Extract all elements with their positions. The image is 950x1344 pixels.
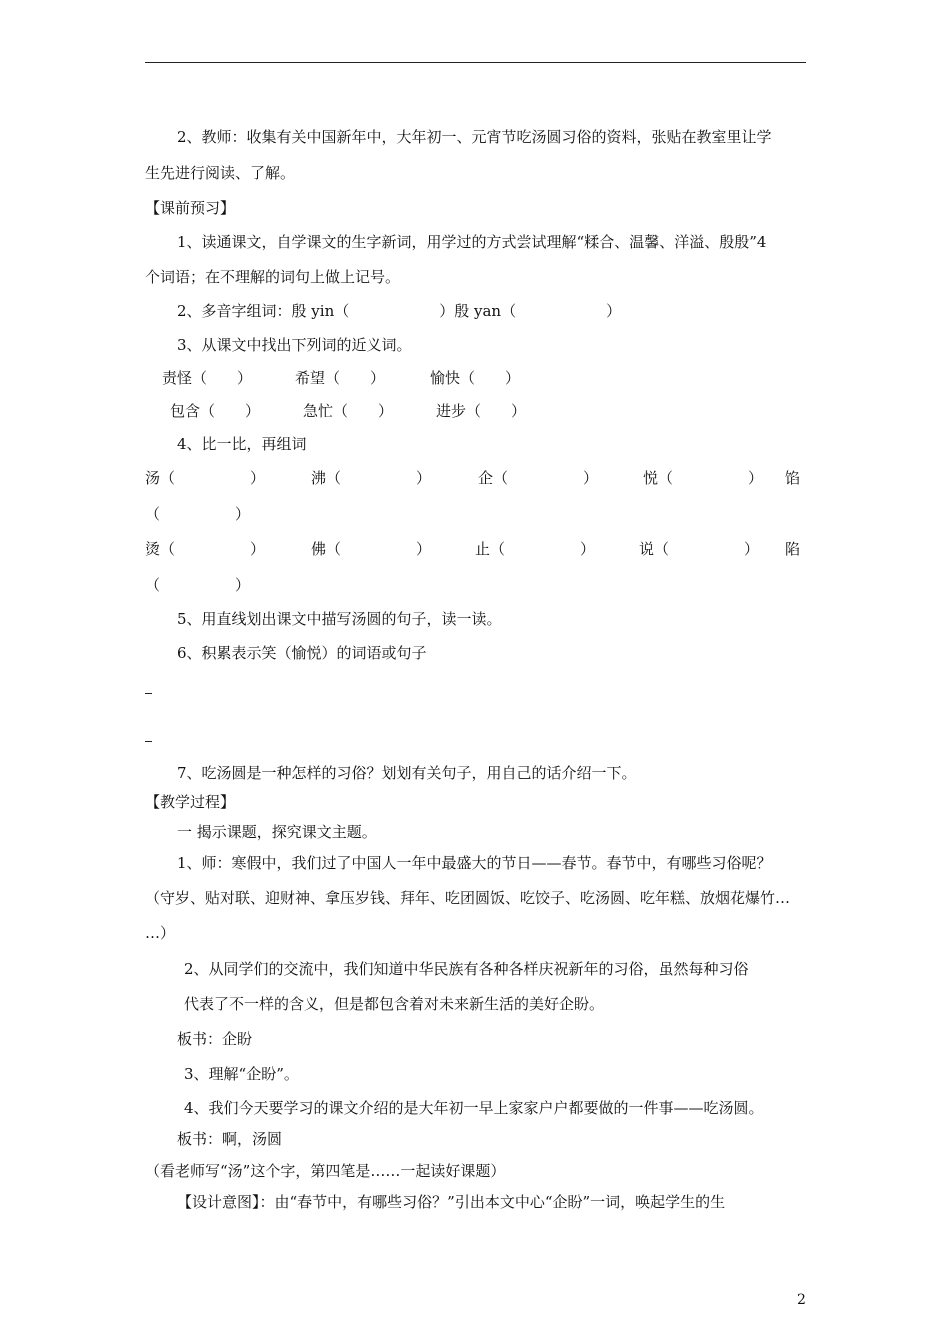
synonym-item: 包含（ ） xyxy=(170,402,261,420)
text-line: 生先进行阅读、了解。 xyxy=(145,164,296,182)
text-line: 一 揭示课题，探究课文主题。 xyxy=(177,823,377,841)
text-line: （看老师写“汤”这个字，第四笔是……一起读好课题） xyxy=(145,1162,506,1180)
compare-item: 企（ ） xyxy=(478,469,599,487)
text-line: …） xyxy=(145,924,176,942)
synonym-item: 希望（ ） xyxy=(295,369,386,387)
section-heading: 【教学过程】 xyxy=(145,793,236,811)
page-number: 2 xyxy=(797,1292,806,1308)
compare-item: 沸（ ） xyxy=(311,469,432,487)
compare-item: 烫（ ） xyxy=(145,540,266,558)
text-line: 2、多音字组词：殷 yin（ ）殷 yan（ ） xyxy=(177,302,622,320)
design-intent: 【设计意图】：由“春节中，有哪些习俗？”引出本文中心“企盼”一词，唤起学生的生 xyxy=(177,1193,726,1211)
answer-blank-line xyxy=(145,741,152,742)
text-line: 2、教师：收集有关中国新年中，大年初一、元宵节吃汤圆习俗的资料，张贴在教室里让学 xyxy=(177,128,772,146)
compare-item-tail: （ ） xyxy=(145,576,251,594)
board-note: 板书：企盼 xyxy=(177,1030,253,1048)
text-line: 7、吃汤圆是一种怎样的习俗？划划有关句子，用自己的话介绍一下。 xyxy=(177,764,637,782)
synonym-item: 进步（ ） xyxy=(436,402,527,420)
text-line: 2、从同学们的交流中，我们知道中华民族有各种各样庆祝新年的习俗，虽然每种习俗 xyxy=(184,960,749,978)
synonym-item: 愉快（ ） xyxy=(430,369,521,387)
compare-item: 陷 xyxy=(785,540,801,558)
text-line: 4、比一比，再组词 xyxy=(177,435,307,453)
text-line: （守岁、贴对联、迎财神、拿压岁钱、拜年、吃团圆饭、吃饺子、吃汤圆、吃年糕、放烟花爆竹… xyxy=(145,889,791,907)
text-line: 个词语；在不理解的词句上做上记号。 xyxy=(145,268,401,286)
answer-blank-line xyxy=(145,693,152,694)
compare-item: 说（ ） xyxy=(639,540,760,558)
text-line: 4、我们今天要学习的课文介绍的是大年初一早上家家户户都要做的一件事——吃汤圆。 xyxy=(184,1099,764,1117)
synonym-item: 急忙（ ） xyxy=(303,402,394,420)
compare-item-tail: （ ） xyxy=(145,505,251,523)
board-note: 板书：啊，汤圆 xyxy=(177,1130,283,1148)
section-heading: 【课前预习】 xyxy=(145,199,236,217)
text-line: 5、用直线划出课文中描写汤圆的句子，读一读。 xyxy=(177,610,502,628)
compare-item: 馅 xyxy=(785,469,801,487)
compare-item: 止（ ） xyxy=(475,540,596,558)
text-line: 6、积累表示笑（愉悦）的词语或句子 xyxy=(177,644,427,662)
compare-item: 悦（ ） xyxy=(643,469,764,487)
text-line: 3、理解“企盼”。 xyxy=(184,1065,299,1083)
compare-item: 佛（ ） xyxy=(311,540,432,558)
text-line: 1、读通课文，自学课文的生字新词，用学过的方式尝试理解“糅合、温馨、洋溢、殷殷”4 xyxy=(177,233,767,251)
synonym-item: 责怪（ ） xyxy=(162,369,253,387)
text-line: 3、从课文中找出下列词的近义词。 xyxy=(177,336,412,354)
text-line: 代表了不一样的含义，但是都包含着对未来新生活的美好企盼。 xyxy=(184,995,605,1013)
compare-item: 汤（ ） xyxy=(145,469,266,487)
text-line: 1、师：寒假中，我们过了中国人一年中最盛大的节日——春节。春节中，有哪些习俗呢？ xyxy=(177,854,772,872)
header-rule xyxy=(145,62,806,63)
